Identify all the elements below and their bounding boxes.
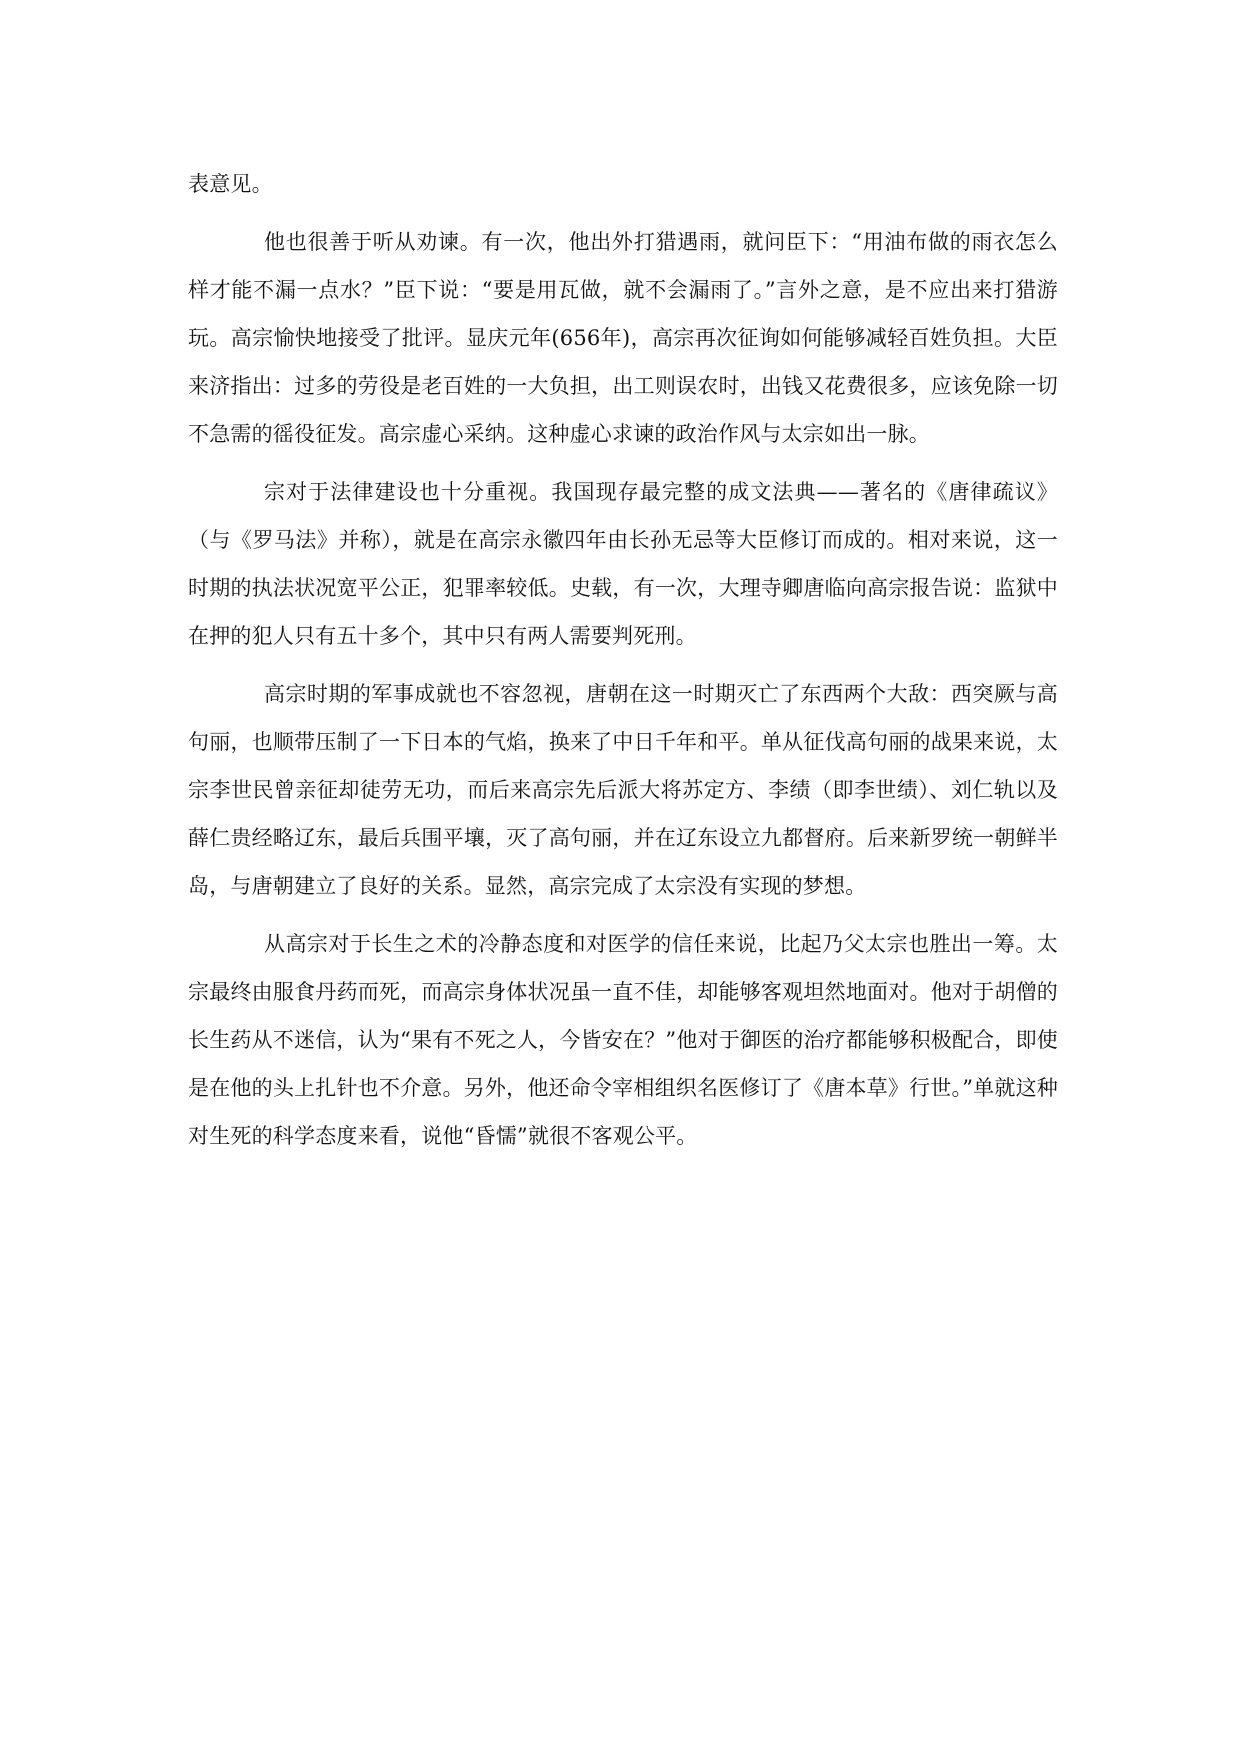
paragraph-military: 高宗时期的军事成就也不容忽视，唐朝在这一时期灭亡了东西两个大敌：西突厥与高句丽，也顺带压制了一下日本的气焰，换来了中日千年和平。单从征伐高句丽的战果来说，太宗李世民曾亲征却徒劳无功，而后来高宗先后派大将苏定方、李绩（即李世绩）、刘仁轨以及薛仁贵经略辽东，最后兵围平壤，灭了高句丽，并在辽东设立九都督府。后来新罗统一朝鲜半岛，与唐朝建立了良好的关系。显然，高宗完成了太宗没有实现的梦想。 [188, 682, 1058, 898]
paragraph-medicine: 从高宗对于长生之术的冷静态度和对医学的信任来说，比起乃父太宗也胜出一筹。太宗最终由服食丹药而死，而高宗身体状况虽一直不佳，却能够客观坦然地面对。他对于胡僧的长生药从不迷信，认为“果有不死之人，今皆安在？”他对于御医的治疗都能够积极配合，即使是在他的头上扎针也不介意。另外，他还命令宰相组织名医修订了《唐本草》行世。”单就这种对生死的科学态度来看，说他“昏懦”就很不客观公平。 [188, 932, 1058, 1148]
paragraph-continuation: 表意见。 [188, 172, 273, 196]
document-body [188, 160, 1058, 1170]
paragraph-remonstrance: 他也很善于听从劝谏。有一次，他出外打猎遇雨，就问臣下：“用油布做的雨衣怎么样才能不漏一点水？”臣下说：“要是用瓦做，就不会漏雨了。”言外之意，是不应出来打猎游玩。高宗愉快地接受了批评。显庆元年(656年)，高宗再次征询如何能够减轻百姓负担。大臣来济指出：过多的劳役是老百姓的一大负担，出工则误农时，出钱又花费很多，应该免除一切不急需的徭役征发。高宗虚心采纳。这种虚心求谏的政治作风与太宗如出一脉。 [188, 230, 1058, 446]
paragraph-law: 宗对于法律建设也十分重视。我国现存最完整的成文法典——著名的《唐律疏议》（与《罗马法》并称），就是在高宗永徽四年由长孙无忌等大臣修订而成的。相对来说，这一时期的执法状况宽平公正，犯罪率较低。史载，有一次，大理寺卿唐临向高宗报告说：监狱中在押的犯人只有五十多个，其中只有两人需要判死刑。 [188, 480, 1058, 648]
